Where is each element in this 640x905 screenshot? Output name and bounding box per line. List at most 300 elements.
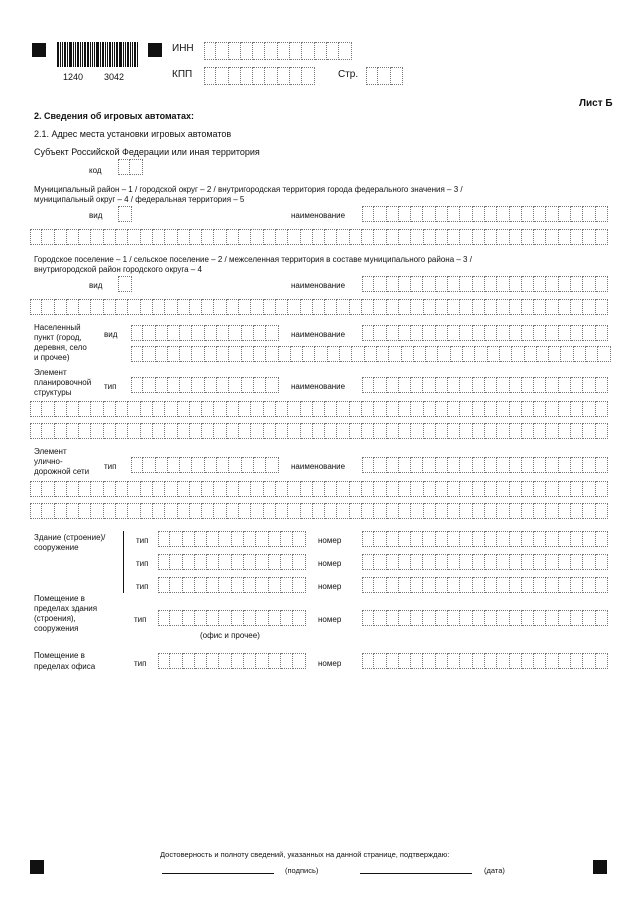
form-cell[interactable] — [559, 377, 571, 393]
form-cell[interactable] — [534, 610, 546, 626]
form-cell[interactable] — [143, 377, 155, 393]
form-cell[interactable] — [313, 503, 325, 519]
form-cell[interactable] — [460, 610, 472, 626]
form-cell[interactable] — [571, 377, 583, 393]
form-cell[interactable] — [460, 401, 472, 417]
form-cell[interactable] — [141, 299, 153, 315]
form-cell[interactable] — [190, 481, 202, 497]
form-cell[interactable] — [546, 610, 558, 626]
form-cell[interactable] — [411, 653, 423, 669]
form-cell[interactable] — [153, 229, 165, 245]
form-cell[interactable] — [522, 401, 534, 417]
form-cell[interactable] — [276, 299, 288, 315]
form-cell[interactable] — [559, 299, 571, 315]
form-cell[interactable] — [219, 653, 231, 669]
form-cell[interactable] — [301, 401, 313, 417]
form-cell[interactable] — [522, 577, 534, 593]
form-cell[interactable] — [473, 276, 485, 292]
form-cell[interactable] — [79, 423, 91, 439]
form-cell[interactable] — [217, 325, 229, 341]
form-cell[interactable] — [227, 229, 239, 245]
office-number-field[interactable] — [362, 653, 608, 669]
form-cell[interactable] — [242, 377, 254, 393]
form-cell[interactable] — [510, 554, 522, 570]
form-cell[interactable] — [399, 503, 411, 519]
form-cell[interactable] — [423, 457, 435, 473]
locality-name-field-1[interactable] — [362, 325, 608, 341]
form-cell[interactable] — [473, 325, 485, 341]
form-cell[interactable] — [411, 503, 423, 519]
form-cell[interactable] — [337, 503, 349, 519]
form-cell[interactable] — [362, 531, 374, 547]
form-cell[interactable] — [485, 531, 497, 547]
form-cell[interactable] — [399, 325, 411, 341]
form-cell[interactable] — [546, 377, 558, 393]
form-cell[interactable] — [118, 276, 132, 292]
form-cell[interactable] — [178, 503, 190, 519]
building-type-field-3[interactable] — [158, 577, 306, 593]
form-cell[interactable] — [168, 346, 180, 362]
planning-type-field[interactable] — [131, 377, 279, 393]
form-cell[interactable] — [583, 577, 595, 593]
locality-name-field-2[interactable] — [131, 346, 611, 362]
form-cell[interactable] — [510, 206, 522, 222]
form-cell[interactable] — [158, 653, 170, 669]
form-cell[interactable] — [239, 229, 251, 245]
form-cell[interactable] — [423, 531, 435, 547]
form-cell[interactable] — [227, 299, 239, 315]
form-cell[interactable] — [42, 229, 54, 245]
form-cell[interactable] — [571, 401, 583, 417]
form-cell[interactable] — [362, 577, 374, 593]
form-cell[interactable] — [55, 401, 67, 417]
form-cell[interactable] — [374, 457, 386, 473]
settlement-kind-field[interactable] — [118, 276, 132, 292]
form-cell[interactable] — [202, 503, 214, 519]
form-cell[interactable] — [362, 377, 374, 393]
form-cell[interactable] — [266, 346, 278, 362]
form-cell[interactable] — [79, 229, 91, 245]
form-cell[interactable] — [399, 401, 411, 417]
form-cell[interactable] — [473, 577, 485, 593]
form-cell[interactable] — [448, 481, 460, 497]
form-cell[interactable] — [402, 346, 414, 362]
form-cell[interactable] — [165, 481, 177, 497]
form-cell[interactable] — [55, 481, 67, 497]
form-cell[interactable] — [485, 299, 497, 315]
form-cell[interactable] — [207, 610, 219, 626]
form-cell[interactable] — [485, 653, 497, 669]
form-cell[interactable] — [350, 481, 362, 497]
form-cell[interactable] — [596, 610, 608, 626]
form-cell[interactable] — [534, 457, 546, 473]
form-cell[interactable] — [251, 481, 263, 497]
form-cell[interactable] — [596, 401, 608, 417]
form-cell[interactable] — [596, 377, 608, 393]
form-cell[interactable] — [522, 554, 534, 570]
form-cell[interactable] — [339, 42, 351, 60]
form-cell[interactable] — [485, 457, 497, 473]
form-cell[interactable] — [559, 481, 571, 497]
form-cell[interactable] — [141, 423, 153, 439]
form-cell[interactable] — [288, 423, 300, 439]
form-cell[interactable] — [362, 206, 374, 222]
form-cell[interactable] — [399, 377, 411, 393]
form-cell[interactable] — [30, 229, 42, 245]
form-cell[interactable] — [180, 325, 192, 341]
form-cell[interactable] — [399, 299, 411, 315]
form-cell[interactable] — [510, 276, 522, 292]
form-cell[interactable] — [219, 577, 231, 593]
form-cell[interactable] — [276, 481, 288, 497]
form-cell[interactable] — [583, 401, 595, 417]
street-name-field-1[interactable] — [362, 457, 608, 473]
form-cell[interactable] — [276, 401, 288, 417]
form-cell[interactable] — [485, 577, 497, 593]
form-cell[interactable] — [214, 299, 226, 315]
form-cell[interactable] — [436, 229, 448, 245]
form-cell[interactable] — [485, 503, 497, 519]
form-cell[interactable] — [143, 325, 155, 341]
form-cell[interactable] — [227, 401, 239, 417]
form-cell[interactable] — [571, 206, 583, 222]
form-cell[interactable] — [596, 577, 608, 593]
form-cell[interactable] — [534, 229, 546, 245]
form-cell[interactable] — [387, 377, 399, 393]
form-cell[interactable] — [522, 531, 534, 547]
locality-kind-field[interactable] — [131, 325, 279, 341]
form-cell[interactable] — [473, 229, 485, 245]
form-cell[interactable] — [571, 554, 583, 570]
form-cell[interactable] — [546, 457, 558, 473]
form-cell[interactable] — [460, 423, 472, 439]
form-cell[interactable] — [313, 481, 325, 497]
form-cell[interactable] — [546, 206, 558, 222]
form-cell[interactable] — [253, 67, 265, 85]
form-cell[interactable] — [546, 653, 558, 669]
form-cell[interactable] — [143, 346, 155, 362]
form-cell[interactable] — [79, 401, 91, 417]
form-cell[interactable] — [67, 423, 79, 439]
signature-line[interactable] — [162, 873, 274, 874]
form-cell[interactable] — [241, 67, 253, 85]
form-cell[interactable] — [411, 401, 423, 417]
form-cell[interactable] — [229, 67, 241, 85]
form-cell[interactable] — [241, 42, 253, 60]
form-cell[interactable] — [546, 401, 558, 417]
form-cell[interactable] — [313, 229, 325, 245]
form-cell[interactable] — [232, 577, 244, 593]
form-cell[interactable] — [399, 554, 411, 570]
form-cell[interactable] — [559, 325, 571, 341]
form-cell[interactable] — [366, 67, 378, 85]
form-cell[interactable] — [325, 229, 337, 245]
form-cell[interactable] — [374, 531, 386, 547]
form-cell[interactable] — [183, 531, 195, 547]
form-cell[interactable] — [265, 42, 277, 60]
form-cell[interactable] — [436, 653, 448, 669]
form-cell[interactable] — [387, 325, 399, 341]
form-cell[interactable] — [374, 229, 386, 245]
form-cell[interactable] — [278, 67, 290, 85]
form-cell[interactable] — [362, 481, 374, 497]
form-cell[interactable] — [424, 299, 436, 315]
form-cell[interactable] — [411, 554, 423, 570]
form-cell[interactable] — [473, 401, 485, 417]
form-cell[interactable] — [522, 229, 534, 245]
form-cell[interactable] — [399, 653, 411, 669]
form-cell[interactable] — [583, 481, 595, 497]
form-cell[interactable] — [497, 577, 509, 593]
form-cell[interactable] — [301, 503, 313, 519]
form-cell[interactable] — [55, 423, 67, 439]
form-cell[interactable] — [227, 481, 239, 497]
form-cell[interactable] — [264, 401, 276, 417]
form-cell[interactable] — [192, 325, 204, 341]
form-cell[interactable] — [571, 531, 583, 547]
form-cell[interactable] — [350, 401, 362, 417]
form-cell[interactable] — [239, 401, 251, 417]
form-cell[interactable] — [534, 481, 546, 497]
form-cell[interactable] — [460, 531, 472, 547]
form-cell[interactable] — [254, 325, 266, 341]
form-cell[interactable] — [276, 229, 288, 245]
form-cell[interactable] — [485, 401, 497, 417]
form-cell[interactable] — [497, 554, 509, 570]
form-cell[interactable] — [583, 206, 595, 222]
form-cell[interactable] — [460, 276, 472, 292]
form-cell[interactable] — [411, 577, 423, 593]
form-cell[interactable] — [170, 577, 182, 593]
form-cell[interactable] — [153, 423, 165, 439]
form-cell[interactable] — [596, 206, 608, 222]
form-cell[interactable] — [288, 503, 300, 519]
form-cell[interactable] — [546, 276, 558, 292]
form-cell[interactable] — [510, 653, 522, 669]
form-cell[interactable] — [571, 503, 583, 519]
form-cell[interactable] — [128, 229, 140, 245]
form-cell[interactable] — [583, 503, 595, 519]
form-cell[interactable] — [362, 610, 374, 626]
form-cell[interactable] — [571, 325, 583, 341]
form-cell[interactable] — [91, 423, 103, 439]
form-cell[interactable] — [158, 577, 170, 593]
form-cell[interactable] — [583, 554, 595, 570]
form-cell[interactable] — [596, 325, 608, 341]
form-cell[interactable] — [559, 401, 571, 417]
form-cell[interactable] — [423, 206, 435, 222]
form-cell[interactable] — [205, 377, 217, 393]
form-cell[interactable] — [546, 481, 558, 497]
form-cell[interactable] — [269, 554, 281, 570]
form-cell[interactable] — [313, 423, 325, 439]
planning-name-field-1[interactable] — [362, 377, 608, 393]
form-cell[interactable] — [288, 299, 300, 315]
form-cell[interactable] — [207, 653, 219, 669]
form-cell[interactable] — [485, 481, 497, 497]
form-cell[interactable] — [116, 503, 128, 519]
form-cell[interactable] — [510, 377, 522, 393]
form-cell[interactable] — [571, 577, 583, 593]
form-cell[interactable] — [411, 377, 423, 393]
form-cell[interactable] — [460, 299, 472, 315]
form-cell[interactable] — [473, 206, 485, 222]
form-cell[interactable] — [424, 503, 436, 519]
form-cell[interactable] — [207, 531, 219, 547]
form-cell[interactable] — [30, 503, 42, 519]
form-cell[interactable] — [460, 481, 472, 497]
form-cell[interactable] — [180, 377, 192, 393]
form-cell[interactable] — [158, 610, 170, 626]
form-cell[interactable] — [399, 229, 411, 245]
form-cell[interactable] — [170, 531, 182, 547]
form-cell[interactable] — [488, 346, 500, 362]
form-cell[interactable] — [266, 377, 278, 393]
form-cell[interactable] — [362, 554, 374, 570]
form-cell[interactable] — [583, 653, 595, 669]
form-cell[interactable] — [374, 401, 386, 417]
form-cell[interactable] — [178, 229, 190, 245]
form-cell[interactable] — [426, 346, 438, 362]
form-cell[interactable] — [244, 577, 256, 593]
form-cell[interactable] — [525, 346, 537, 362]
form-cell[interactable] — [281, 554, 293, 570]
form-cell[interactable] — [266, 457, 278, 473]
form-cell[interactable] — [497, 206, 509, 222]
form-cell[interactable] — [362, 401, 374, 417]
form-cell[interactable] — [219, 554, 231, 570]
form-cell[interactable] — [387, 423, 399, 439]
form-cell[interactable] — [350, 503, 362, 519]
form-cell[interactable] — [227, 503, 239, 519]
form-cell[interactable] — [104, 481, 116, 497]
form-cell[interactable] — [473, 554, 485, 570]
form-cell[interactable] — [510, 577, 522, 593]
form-cell[interactable] — [55, 229, 67, 245]
form-cell[interactable] — [190, 299, 202, 315]
form-cell[interactable] — [104, 229, 116, 245]
form-cell[interactable] — [301, 299, 313, 315]
form-cell[interactable] — [387, 554, 399, 570]
form-cell[interactable] — [534, 554, 546, 570]
form-cell[interactable] — [436, 423, 448, 439]
form-cell[interactable] — [128, 423, 140, 439]
form-cell[interactable] — [276, 503, 288, 519]
form-cell[interactable] — [596, 531, 608, 547]
form-cell[interactable] — [365, 346, 377, 362]
form-cell[interactable] — [571, 457, 583, 473]
form-cell[interactable] — [232, 610, 244, 626]
form-cell[interactable] — [374, 653, 386, 669]
form-cell[interactable] — [227, 423, 239, 439]
form-cell[interactable] — [195, 610, 207, 626]
form-cell[interactable] — [254, 377, 266, 393]
form-cell[interactable] — [116, 401, 128, 417]
planning-name-field-2[interactable] — [30, 401, 608, 417]
form-cell[interactable] — [362, 325, 374, 341]
form-cell[interactable] — [424, 401, 436, 417]
form-cell[interactable] — [436, 577, 448, 593]
form-cell[interactable] — [534, 377, 546, 393]
form-cell[interactable] — [128, 401, 140, 417]
form-cell[interactable] — [387, 577, 399, 593]
form-cell[interactable] — [460, 325, 472, 341]
form-cell[interactable] — [156, 325, 168, 341]
street-name-field-2[interactable] — [30, 481, 608, 497]
form-cell[interactable] — [254, 346, 266, 362]
form-cell[interactable] — [411, 531, 423, 547]
form-cell[interactable] — [325, 503, 337, 519]
form-cell[interactable] — [91, 401, 103, 417]
form-cell[interactable] — [178, 299, 190, 315]
form-cell[interactable] — [131, 346, 143, 362]
form-cell[interactable] — [281, 653, 293, 669]
form-cell[interactable] — [460, 503, 472, 519]
form-cell[interactable] — [596, 481, 608, 497]
settlement-name-field-1[interactable] — [362, 276, 608, 292]
form-cell[interactable] — [216, 67, 228, 85]
form-cell[interactable] — [239, 503, 251, 519]
form-cell[interactable] — [559, 229, 571, 245]
form-cell[interactable] — [387, 503, 399, 519]
form-cell[interactable] — [596, 554, 608, 570]
form-cell[interactable] — [183, 653, 195, 669]
form-cell[interactable] — [399, 206, 411, 222]
form-cell[interactable] — [522, 481, 534, 497]
form-cell[interactable] — [276, 423, 288, 439]
form-cell[interactable] — [448, 276, 460, 292]
form-cell[interactable] — [180, 346, 192, 362]
form-cell[interactable] — [244, 554, 256, 570]
form-cell[interactable] — [251, 503, 263, 519]
form-cell[interactable] — [301, 481, 313, 497]
form-cell[interactable] — [596, 276, 608, 292]
form-cell[interactable] — [239, 299, 251, 315]
building-type-field-2[interactable] — [158, 554, 306, 570]
form-cell[interactable] — [512, 346, 524, 362]
form-cell[interactable] — [350, 299, 362, 315]
form-cell[interactable] — [485, 554, 497, 570]
form-cell[interactable] — [229, 457, 241, 473]
form-cell[interactable] — [586, 346, 598, 362]
form-cell[interactable] — [217, 377, 229, 393]
building-type-field-1[interactable] — [158, 531, 306, 547]
form-cell[interactable] — [436, 531, 448, 547]
form-cell[interactable] — [497, 423, 509, 439]
form-cell[interactable] — [253, 42, 265, 60]
form-cell[interactable] — [534, 401, 546, 417]
form-cell[interactable] — [378, 67, 390, 85]
form-cell[interactable] — [448, 299, 460, 315]
form-cell[interactable] — [374, 481, 386, 497]
form-cell[interactable] — [522, 276, 534, 292]
form-cell[interactable] — [387, 229, 399, 245]
form-cell[interactable] — [571, 299, 583, 315]
form-cell[interactable] — [55, 299, 67, 315]
form-cell[interactable] — [116, 423, 128, 439]
form-cell[interactable] — [423, 610, 435, 626]
form-cell[interactable] — [510, 229, 522, 245]
form-cell[interactable] — [251, 401, 263, 417]
form-cell[interactable] — [352, 346, 364, 362]
form-cell[interactable] — [500, 346, 512, 362]
form-cell[interactable] — [256, 653, 268, 669]
form-cell[interactable] — [214, 423, 226, 439]
form-cell[interactable] — [214, 401, 226, 417]
form-cell[interactable] — [436, 457, 448, 473]
form-cell[interactable] — [510, 325, 522, 341]
form-cell[interactable] — [387, 206, 399, 222]
